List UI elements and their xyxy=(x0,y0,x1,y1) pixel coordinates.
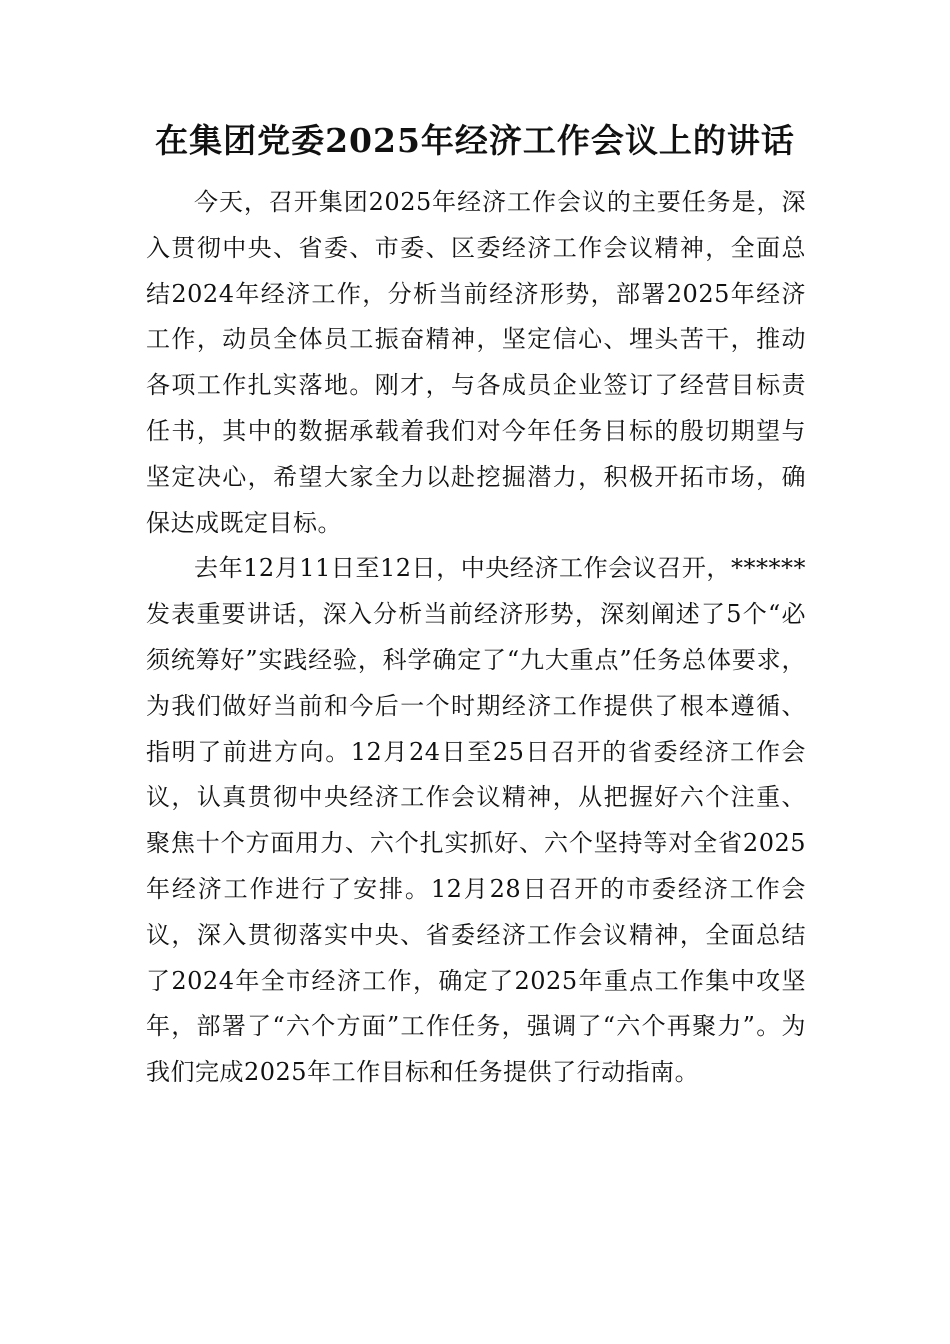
paragraph-intro: 今天，召开集团2025年经济工作会议的主要任务是，深入贯彻中央、省委、市委、区委经济工作会议精神，全面总结2024年经济工作，分析当前经济形势，部署2025年经济工作，动员全体员工振奋精神，坚定信心、埋头苦干，推动各项工作扎实落地。刚才，与各成员企业签订了经营目标责任书，其中的数据承载着我们对今年任务目标的殷切期望与坚定决心，希望大家全力以赴挖掘潜力，积极开拓市场，确保达成既定目标。 xyxy=(146,188,806,537)
document-body xyxy=(146,180,806,1096)
document-title: 在集团党委2025年经济工作会议上的讲话 xyxy=(155,121,795,160)
paragraph-meetings: 去年12月11日至12日，中央经济工作会议召开，******发表重要讲话，深入分析当前经济形势，深刻阐述了5个“必须统筹好”实践经验，科学确定了“九大重点”任务总体要求，为我们做好当前和今后一个时期经济工作提供了根本遵循、指明了前进方向。12月24日至25日召开的省委经济工作会议，认真贯彻中央经济工作会议精神，从把握好六个注重、聚焦十个方面用力、六个扎实抓好、六个坚持等对全省2025年经济工作进行了安排。12月28日召开的市委经济工作会议，深入贯彻落实中央、省委经济工作会议精神，全面总结了2024年全市经济工作，确定了2025年重点工作集中攻坚年，部署了“六个方面”工作任务，强调了“六个再聚力”。为我们完成2025年工作目标和任务提供了行动指南。 xyxy=(146,554,806,1087)
